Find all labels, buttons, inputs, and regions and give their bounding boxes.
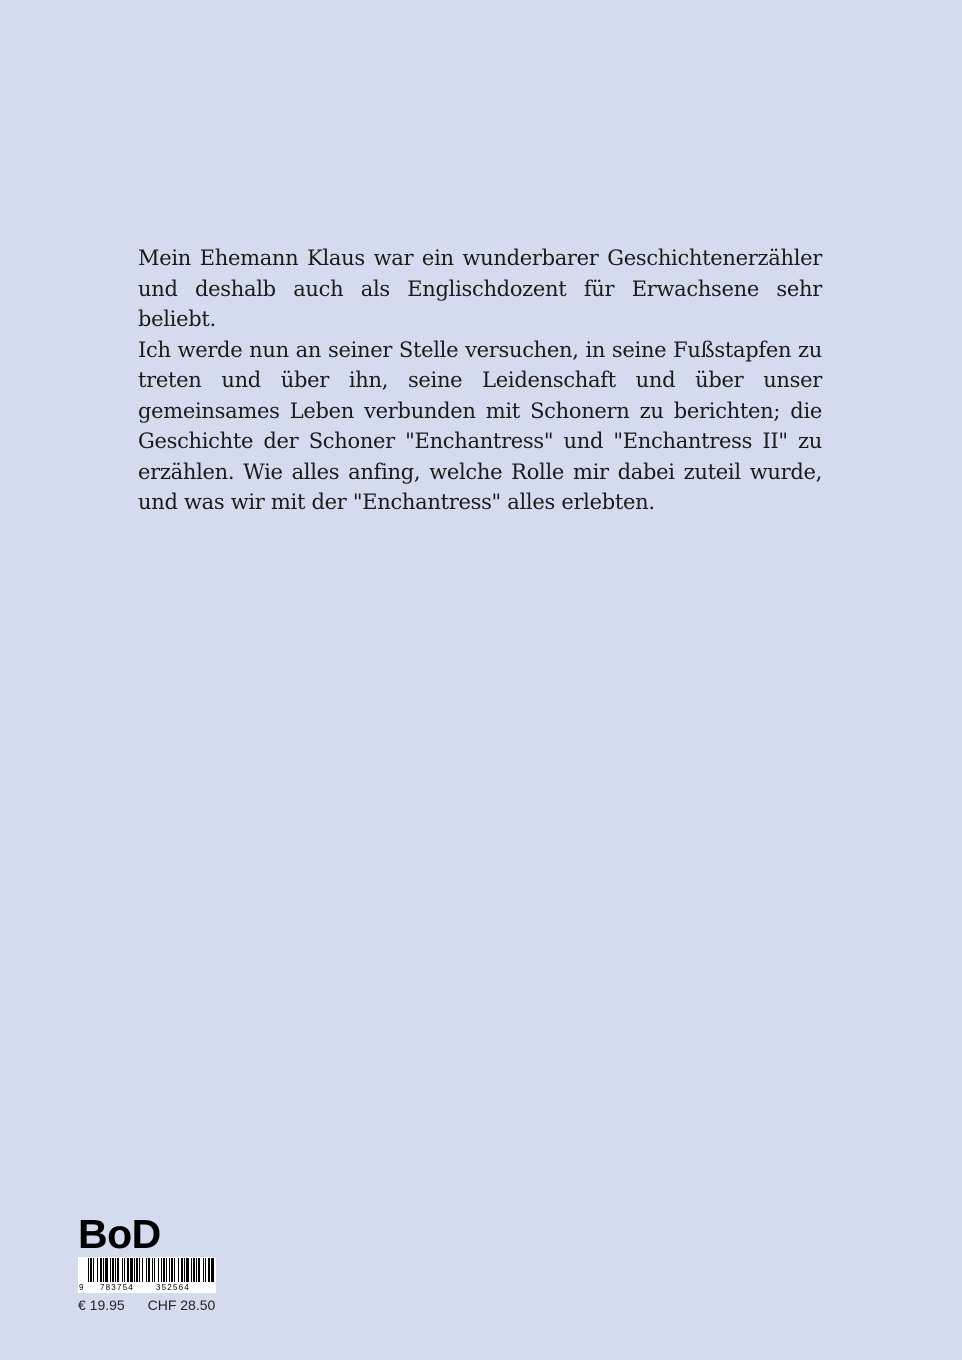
barcode-bars bbox=[78, 1257, 216, 1283]
barcode-bar bbox=[134, 1258, 135, 1283]
barcode-bar bbox=[110, 1258, 111, 1283]
barcode-bar bbox=[211, 1258, 214, 1283]
barcode-bar bbox=[112, 1258, 114, 1283]
barcode-bar bbox=[166, 1258, 167, 1283]
barcode-bar bbox=[191, 1258, 192, 1283]
barcode-bar bbox=[186, 1258, 189, 1283]
barcode-bar bbox=[117, 1258, 119, 1283]
barcode-bar bbox=[136, 1258, 138, 1283]
barcode-bar bbox=[90, 1258, 92, 1283]
price-line bbox=[78, 1297, 215, 1313]
barcode-bar bbox=[115, 1258, 116, 1283]
barcode-bar bbox=[196, 1258, 197, 1283]
price-chf: CHF 28.50 bbox=[147, 1297, 216, 1313]
barcode-bar bbox=[169, 1258, 170, 1283]
barcode-bar bbox=[93, 1258, 94, 1283]
barcode-bar bbox=[142, 1258, 143, 1283]
barcode-bar bbox=[198, 1258, 200, 1283]
barcode-right-group: 352564 bbox=[156, 1283, 190, 1292]
barcode-bar bbox=[103, 1258, 104, 1283]
barcode-digits bbox=[78, 1282, 216, 1293]
barcode-bar bbox=[171, 1258, 173, 1283]
barcode-bar bbox=[158, 1258, 159, 1283]
barcode-bar bbox=[127, 1258, 129, 1283]
barcode-bar bbox=[152, 1258, 153, 1283]
blurb-paragraph-1: Mein Ehemann Klaus war ein wunderbarer Geschichtenerzähler und deshalb auch als Englischdozent für Erwachsene sehr beliebt. bbox=[138, 246, 822, 331]
barcode-bar bbox=[161, 1258, 162, 1283]
barcode-bar bbox=[146, 1258, 147, 1283]
barcode-bar bbox=[97, 1258, 98, 1283]
barcode-bar bbox=[193, 1258, 195, 1283]
barcode-bar bbox=[105, 1258, 108, 1283]
barcode-bar bbox=[203, 1258, 204, 1283]
blurb-paragraph-2: Ich werde nun an seiner Stelle versuchen, in seine Fußstapfen zu treten und über ihn, seine Leidenschaft und über unser gemeinsames Leben verbunden mit Schonern zu berichten; die Geschichte der Schoner "Enchantress" und "Enchantress II" zu erzählen. Wie alles anfing, welche Rolle mir dabei zuteil wurde, und was wir mit der "Enchantress" alles erlebten. bbox=[138, 337, 822, 514]
barcode-bar bbox=[178, 1258, 179, 1283]
publisher-logo: BoD bbox=[78, 1211, 161, 1257]
isbn-barcode bbox=[78, 1257, 216, 1293]
barcode-bar bbox=[148, 1258, 150, 1283]
barcode-bar bbox=[124, 1258, 125, 1283]
back-cover-blurb bbox=[138, 243, 822, 518]
barcode-bar bbox=[88, 1258, 89, 1283]
price-eur: € 19.95 bbox=[78, 1297, 125, 1313]
barcode-bar bbox=[181, 1258, 183, 1283]
barcode-bar bbox=[122, 1258, 123, 1283]
barcode-bar bbox=[174, 1258, 175, 1283]
barcode-bar bbox=[163, 1258, 165, 1283]
barcode-bar bbox=[100, 1258, 102, 1283]
barcode-bar bbox=[139, 1258, 140, 1283]
barcode-bar bbox=[184, 1258, 185, 1283]
barcode-bar bbox=[130, 1258, 133, 1283]
barcode-left-group: 783754 bbox=[100, 1283, 134, 1292]
barcode-bar bbox=[154, 1258, 155, 1283]
barcode-first-digit: 9 bbox=[79, 1283, 84, 1292]
barcode-bar bbox=[205, 1258, 206, 1283]
barcode-bar bbox=[208, 1258, 210, 1283]
